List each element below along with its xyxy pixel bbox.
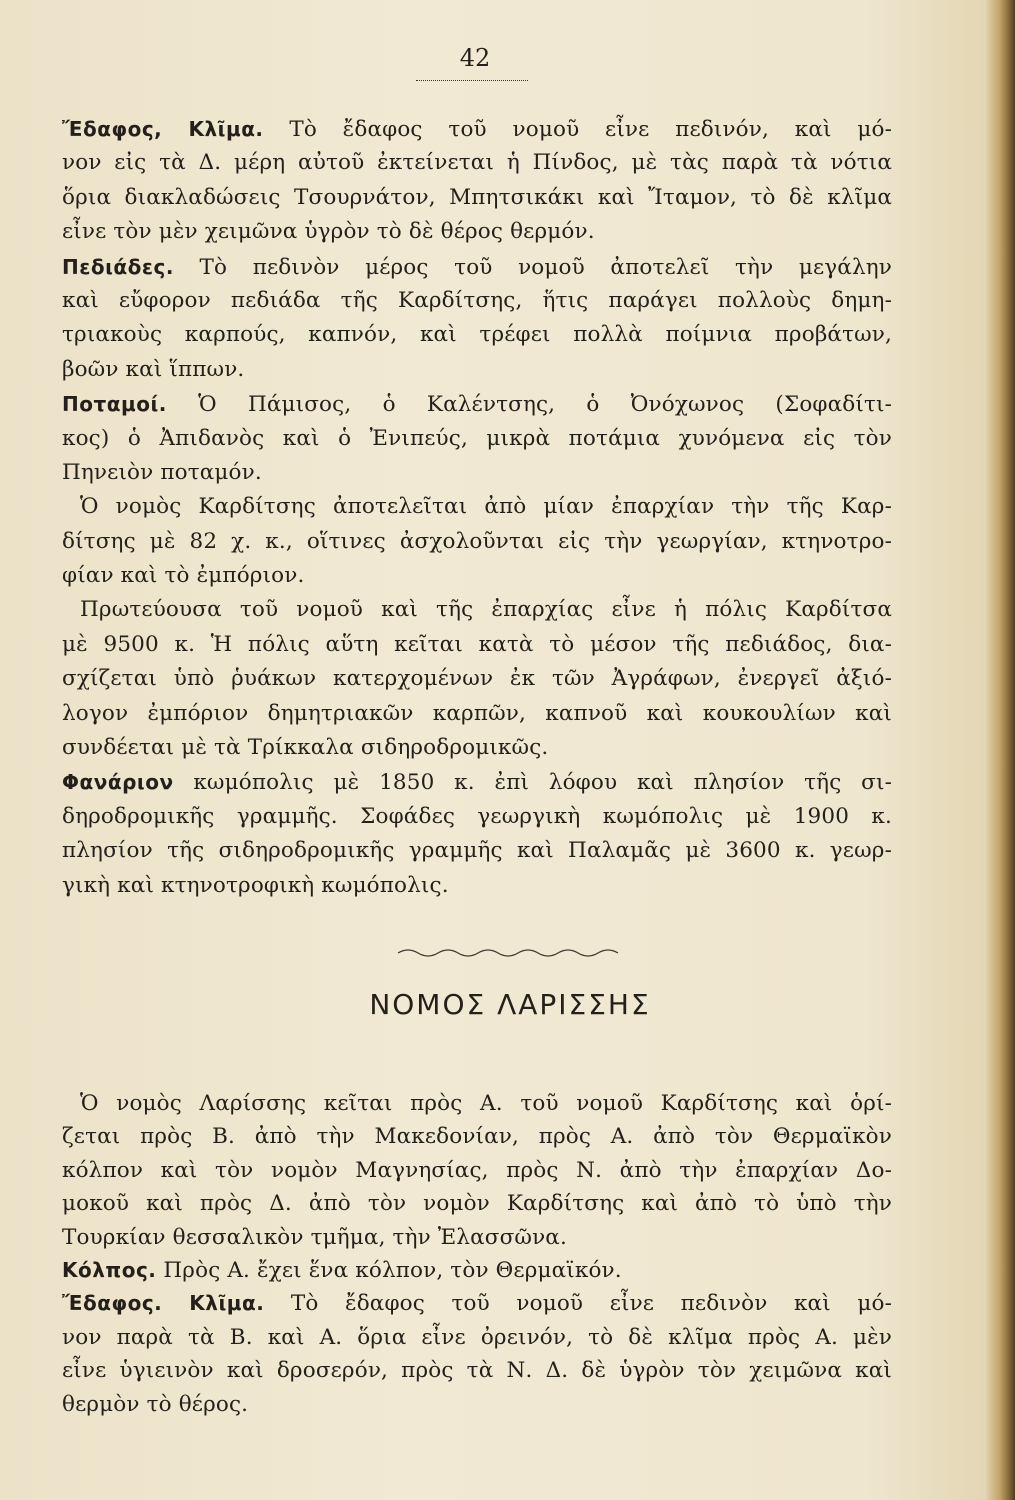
line-text: μὲ 9500 κ. Ἡ πόλις αὕτη κεῖται κατὰ τὸ μέσον τῆς πεδιάδος, δια- [62,631,892,657]
line-text: Ὁ Πάμισος, ὁ Καλέντσης, ὁ Ὀνόχωνος (Σοφαδίτι- [166,392,892,418]
line-text: γικὴ καὶ κτηνοτροφικὴ κωμόπολις. [62,872,449,898]
paragraph-heading: Ἔδαφος, Κλῖμα. [62,117,264,141]
text-line [62,731,892,765]
text-line [62,1388,892,1421]
text-line [62,800,892,834]
text-line [62,525,892,559]
line-text: Τουρκίαν θεσσαλικὸν τμῆμα, τὴν Ἐλασσῶνα. [62,1224,567,1250]
line-text: νον εἰς τὰ Δ. μέρη αὐτοῦ ἐκτείνεται ἡ Πίνδος, μὲ τὰς παρὰ τὰ νότια [62,150,892,176]
line-text: εἶνε ὑγιεινὸν καὶ δροσερόν, πρὸς τὰ Ν. Δ. δὲ ὑγρὸν τὸν χειμῶνα καὶ [62,1358,892,1384]
line-text: πλησίον τῆς σιδηροδρομικῆς γραμμῆς καὶ Παλαμᾶς μὲ 3600 κ. γεωρ- [62,838,892,864]
line-text: βοῶν καὶ ἵππων. [62,356,245,382]
line-text: ὅρια διακλαδώσεις Τσουρνάτον, Μπητσικάκι καὶ Ἴταμον, τὸ δὲ κλῖμα [62,184,892,210]
ornament-divider [396,946,626,960]
line-text: συνδέεται μὲ τὰ Τρίκκαλα σιδηροδρομικῶς. [62,735,549,761]
text-line [62,387,892,421]
text-line [62,318,892,352]
text-line [62,1321,892,1354]
text-block-larissa [62,1087,892,1421]
line-text: φίαν καὶ τὸ ἐμπόριον. [62,563,305,589]
text-line [62,422,892,456]
line-text: κωμόπολις μὲ 1850 κ. ἐπὶ λόφου καὶ πλησίον τῆς σι- [173,770,892,796]
text-line [62,869,892,903]
text-block-kardítsa [62,112,892,903]
text-line [62,662,892,696]
paragraph-heading: Κόλπος. [62,1257,157,1282]
text-line [62,490,892,524]
text-line [62,628,892,662]
text-line [62,765,892,799]
text-line [62,250,892,284]
text-line [62,697,892,731]
text-line [62,1354,892,1387]
paragraph-heading: Ἔδαφος. Κλῖμα. [62,1291,265,1316]
text-line [62,284,892,318]
line-text: εἶνε τὸν μὲν χειμῶνα ὑγρὸν τὸ δὲ θέρος θερμόν. [62,219,595,245]
text-line [62,1087,892,1120]
line-text: νον παρὰ τὰ Β. καὶ Α. ὅρια εἶνε ὀρεινόν, τὸ δὲ κλῖμα πρὸς Α. μὲν [62,1324,892,1350]
page-binding-edge [989,0,1015,1500]
line-text: Τὸ ἔδαφος τοῦ νομοῦ εἶνε πεδινόν, καὶ μό- [263,117,892,142]
text-line [62,1254,892,1287]
line-text: σχίζεται ὑπὸ ῥυάκων κατερχομένων ἐκ τῶν Ἀγράφων, ἐνεργεῖ ἀξιό- [62,666,892,692]
line-text: Πρωτεύουσα τοῦ νομοῦ καὶ τῆς ἐπαρχίας εἶνε ἡ πόλις Καρδίτσα [80,597,892,623]
line-text: κος) ὁ Ἀπιδανὸς καὶ ὁ Ἐνιπεύς, μικρὰ ποτάμια χυνόμενα εἰς τὸν [62,425,892,451]
text-line [62,1187,892,1220]
text-line [62,1221,892,1254]
paragraph-heading: Φανάριον [62,770,174,795]
text-line [62,146,892,180]
page-number: 42 [459,44,491,72]
line-text: Τὸ ἔδαφος τοῦ νομοῦ εἶνε πεδινὸν καὶ μό- [264,1291,892,1317]
text-line [62,112,892,146]
line-text: δηροδρομικῆς γραμμῆς. Σοφάδες γεωργικὴ κωμόπολις μὲ 1900 κ. [62,803,892,829]
line-text: καὶ εὔφορον πεδιάδα τῆς Καρδίτσης, ἥτις παράγει πολλοὺς δημη- [62,287,892,313]
text-line [62,1154,892,1187]
line-text: τριακοὺς καρπούς, καπνόν, καὶ τρέφει πολλὰ ποίμνια προβάτων, [62,322,892,348]
section-title: ΝΟΜΟΣ ΛΑΡΙΣΣΗΣ [369,988,651,1021]
text-line [62,559,892,593]
page-number-rule [416,80,528,81]
text-line [62,1287,892,1320]
line-text: Τὸ πεδινὸν μέρος τοῦ νομοῦ ἀποτελεῖ τὴν μεγάλην [173,254,892,280]
paragraph-heading: Πεδιάδες. [62,254,174,279]
line-text: δίτσης μὲ 82 χ. κ., οἵτινες ἀσχολοῦνται εἰς τὴν γεωργίαν, κτηνοτρο- [62,528,892,554]
line-text: θερμὸν τὸ θέρος. [62,1391,249,1417]
text-line [62,1120,892,1153]
line-text: μοκοῦ καὶ πρὸς Δ. ἀπὸ τὸν νομὸν Καρδίτσης καὶ ἀπὸ τὸ ὑπὸ τὴν [62,1191,892,1217]
text-line [62,593,892,627]
text-line [62,181,892,215]
paragraph-heading: Ποταμοί. [62,392,167,417]
line-text: κόλπον καὶ τὸν νομὸν Μαγνησίας, πρὸς Ν. ἀπὸ τὴν ἐπαρχίαν Δο- [62,1157,892,1183]
line-text: Ὁ νομὸς Λαρίσσης κεῖται πρὸς Α. τοῦ νομοῦ Καρδίτσης καὶ ὁρί- [80,1091,892,1116]
line-text: Ὁ νομὸς Καρδίτσης ἀποτελεῖται ἀπὸ μίαν ἐπαρχίαν τὴν τῆς Καρ- [80,494,892,520]
line-text: ζεται πρὸς Β. ἀπὸ τὴν Μακεδονίαν, πρὸς Α. ἀπὸ τὸν Θερμαϊκὸν [62,1124,892,1150]
text-line [62,456,892,490]
line-text: Πρὸς Α. ἔχει ἕνα κόλπον, τὸν Θερμαϊκόν. [156,1257,622,1283]
text-line [62,353,892,387]
text-line [62,215,892,249]
line-text: λογον ἐμπόριον δημητριακῶν καρπῶν, καπνοῦ καὶ κουκουλίων καὶ [62,700,892,726]
line-text: Πηνειὸν ποταμόν. [62,459,262,485]
text-line [62,834,892,868]
